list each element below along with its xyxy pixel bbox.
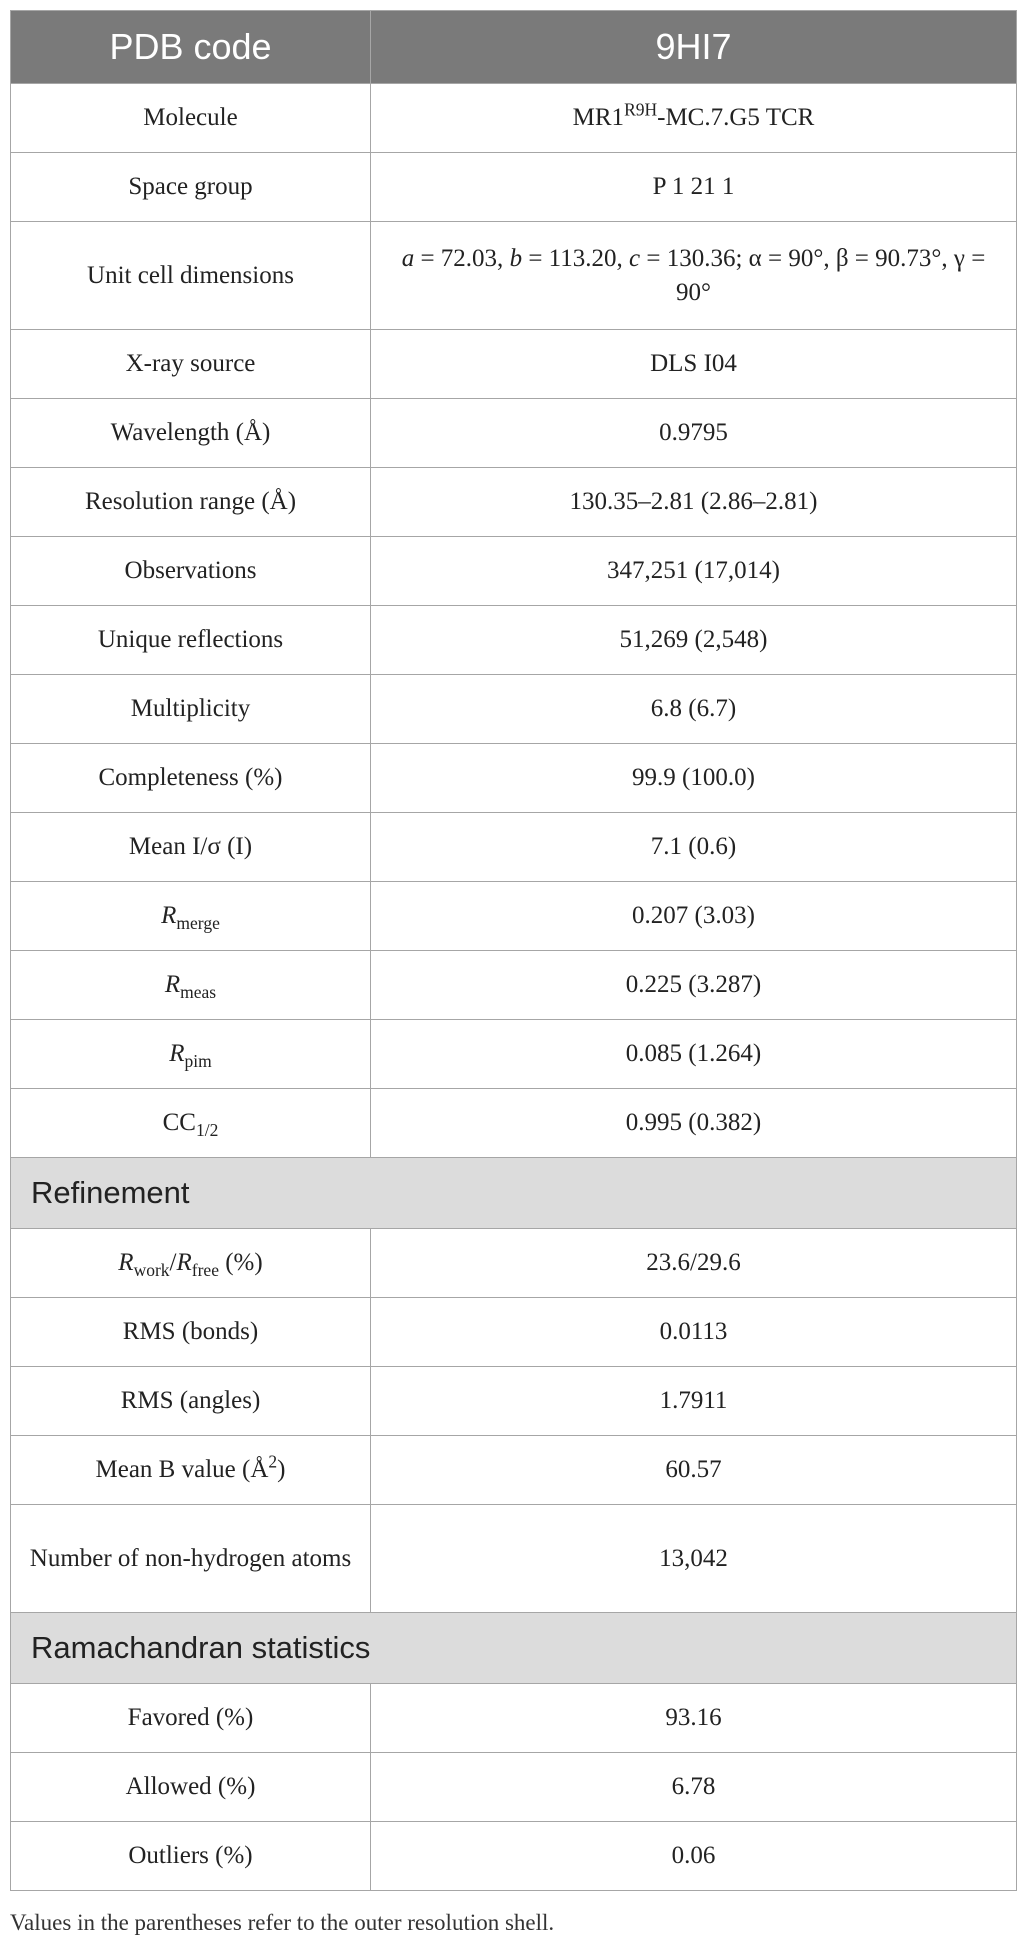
table-row-outliers	[11, 1822, 1017, 1891]
mean-b-label: Mean B value (Å	[95, 1456, 269, 1484]
table-row-r-meas	[11, 951, 1017, 1020]
row-value: 7.1 (0.6)	[371, 813, 1017, 882]
table-footnote: Values in the parentheses refer to the outer resolution shell.	[10, 1910, 555, 1935]
row-label	[11, 1229, 371, 1298]
cell-a-symbol: a	[401, 244, 415, 272]
table-row-rms-bonds	[11, 1298, 1017, 1367]
row-value: 0.995 (0.382)	[371, 1089, 1017, 1158]
row-label: Unique reflections	[11, 606, 371, 675]
row-value: 6.78	[371, 1753, 1017, 1822]
crystallography-table-container	[10, 10, 1016, 1891]
header-label: PDB code	[11, 11, 371, 84]
row-label: Outliers (%)	[11, 1822, 371, 1891]
row-label: Wavelength (Å)	[11, 399, 371, 468]
row-label: Resolution range (Å)	[11, 468, 371, 537]
cell-b-symbol: b	[509, 244, 523, 272]
rwork-symbol: R	[118, 1249, 134, 1277]
section-title-refinement: Refinement	[11, 1158, 1017, 1229]
table-row-r-pim	[11, 1020, 1017, 1089]
slash: /	[169, 1249, 177, 1277]
r-subscript: meas	[180, 982, 217, 1003]
table-row-mean-b-value	[11, 1436, 1017, 1505]
table-row-observations	[11, 537, 1017, 606]
table-row-xray-source	[11, 330, 1017, 399]
row-value: 347,251 (17,014)	[371, 537, 1017, 606]
row-label: Number of non-hydrogen atoms	[11, 1505, 371, 1613]
molecule-tcr: -MC.7.G5 TCR	[657, 104, 815, 132]
table-row-cc-half	[11, 1089, 1017, 1158]
cc-symbol: CC	[162, 1109, 196, 1137]
row-label: Space group	[11, 153, 371, 222]
cc-subscript: 1/2	[195, 1120, 219, 1141]
row-label: Multiplicity	[11, 675, 371, 744]
table-row-multiplicity	[11, 675, 1017, 744]
table-row-r-merge	[11, 882, 1017, 951]
row-value: 99.9 (100.0)	[371, 744, 1017, 813]
row-value: 93.16	[371, 1684, 1017, 1753]
row-label	[11, 1089, 371, 1158]
row-label: X-ray source	[11, 330, 371, 399]
row-label: Molecule	[11, 84, 371, 153]
molecule-name: MR1	[572, 104, 625, 132]
row-value: 0.9795	[371, 399, 1017, 468]
row-value	[371, 84, 1017, 153]
table-row-rwork-rfree	[11, 1229, 1017, 1298]
row-value: P 1 21 1	[371, 153, 1017, 222]
row-label	[11, 951, 371, 1020]
cell-c-symbol: c	[628, 244, 641, 272]
r-subscript: pim	[184, 1051, 212, 1072]
table-row-rms-angles	[11, 1367, 1017, 1436]
row-label	[11, 1020, 371, 1089]
table-row-favored	[11, 1684, 1017, 1753]
row-value: DLS I04	[371, 330, 1017, 399]
row-value: 0.085 (1.264)	[371, 1020, 1017, 1089]
mean-b-superscript: 2	[268, 1451, 278, 1472]
section-row-refinement	[11, 1158, 1017, 1229]
header-value: 9HI7	[371, 11, 1017, 84]
data-collection-refinement-table	[10, 10, 1017, 1891]
cell-c-angles-value: = 130.36; α = 90°, β = 90.73°, γ = 90°	[640, 244, 986, 306]
mean-b-close: )	[277, 1456, 286, 1484]
row-value	[371, 222, 1017, 330]
r-symbol: R	[169, 1040, 185, 1068]
row-label	[11, 882, 371, 951]
row-value: 0.06	[371, 1822, 1017, 1891]
row-label: Favored (%)	[11, 1684, 371, 1753]
table-row-non-hydrogen-atoms	[11, 1505, 1017, 1613]
row-label: Completeness (%)	[11, 744, 371, 813]
section-title-ramachandran: Ramachandran statistics	[11, 1613, 1017, 1684]
row-label: Unit cell dimensions	[11, 222, 371, 330]
row-label: RMS (angles)	[11, 1367, 371, 1436]
cell-a-value: = 72.03,	[414, 244, 510, 272]
table-row-space-group	[11, 153, 1017, 222]
table-row-unit-cell	[11, 222, 1017, 330]
table-row-completeness	[11, 744, 1017, 813]
section-row-ramachandran	[11, 1613, 1017, 1684]
table-row-wavelength	[11, 399, 1017, 468]
row-label: Allowed (%)	[11, 1753, 371, 1822]
rfree-subscript: free	[191, 1260, 219, 1281]
r-symbol: R	[164, 971, 181, 999]
table-row-allowed	[11, 1753, 1017, 1822]
row-value: 13,042	[371, 1505, 1017, 1613]
row-label: Observations	[11, 537, 371, 606]
row-label: Mean I/σ (I)	[11, 813, 371, 882]
row-value: 0.207 (3.03)	[371, 882, 1017, 951]
table-row-mean-i-sigma	[11, 813, 1017, 882]
r-symbol: R	[161, 902, 177, 930]
row-value: 0.0113	[371, 1298, 1017, 1367]
row-value: 0.225 (3.287)	[371, 951, 1017, 1020]
r-subscript: merge	[176, 913, 220, 934]
rwork-subscript: work	[133, 1260, 170, 1281]
table-row-resolution-range	[11, 468, 1017, 537]
row-label	[11, 1436, 371, 1505]
row-value: 60.57	[371, 1436, 1017, 1505]
percent-suffix: (%)	[218, 1249, 263, 1277]
cell-b-value: = 113.20,	[522, 244, 629, 272]
molecule-variant-superscript: R9H	[624, 99, 658, 120]
table-row-molecule	[11, 84, 1017, 153]
row-value: 23.6/29.6	[371, 1229, 1017, 1298]
table-row-unique-reflections	[11, 606, 1017, 675]
rfree-symbol: R	[176, 1249, 192, 1277]
row-value: 130.35–2.81 (2.86–2.81)	[371, 468, 1017, 537]
row-value: 51,269 (2,548)	[371, 606, 1017, 675]
row-label: RMS (bonds)	[11, 1298, 371, 1367]
row-value: 6.8 (6.7)	[371, 675, 1017, 744]
table-header-row	[11, 11, 1017, 84]
row-value: 1.7911	[371, 1367, 1017, 1436]
